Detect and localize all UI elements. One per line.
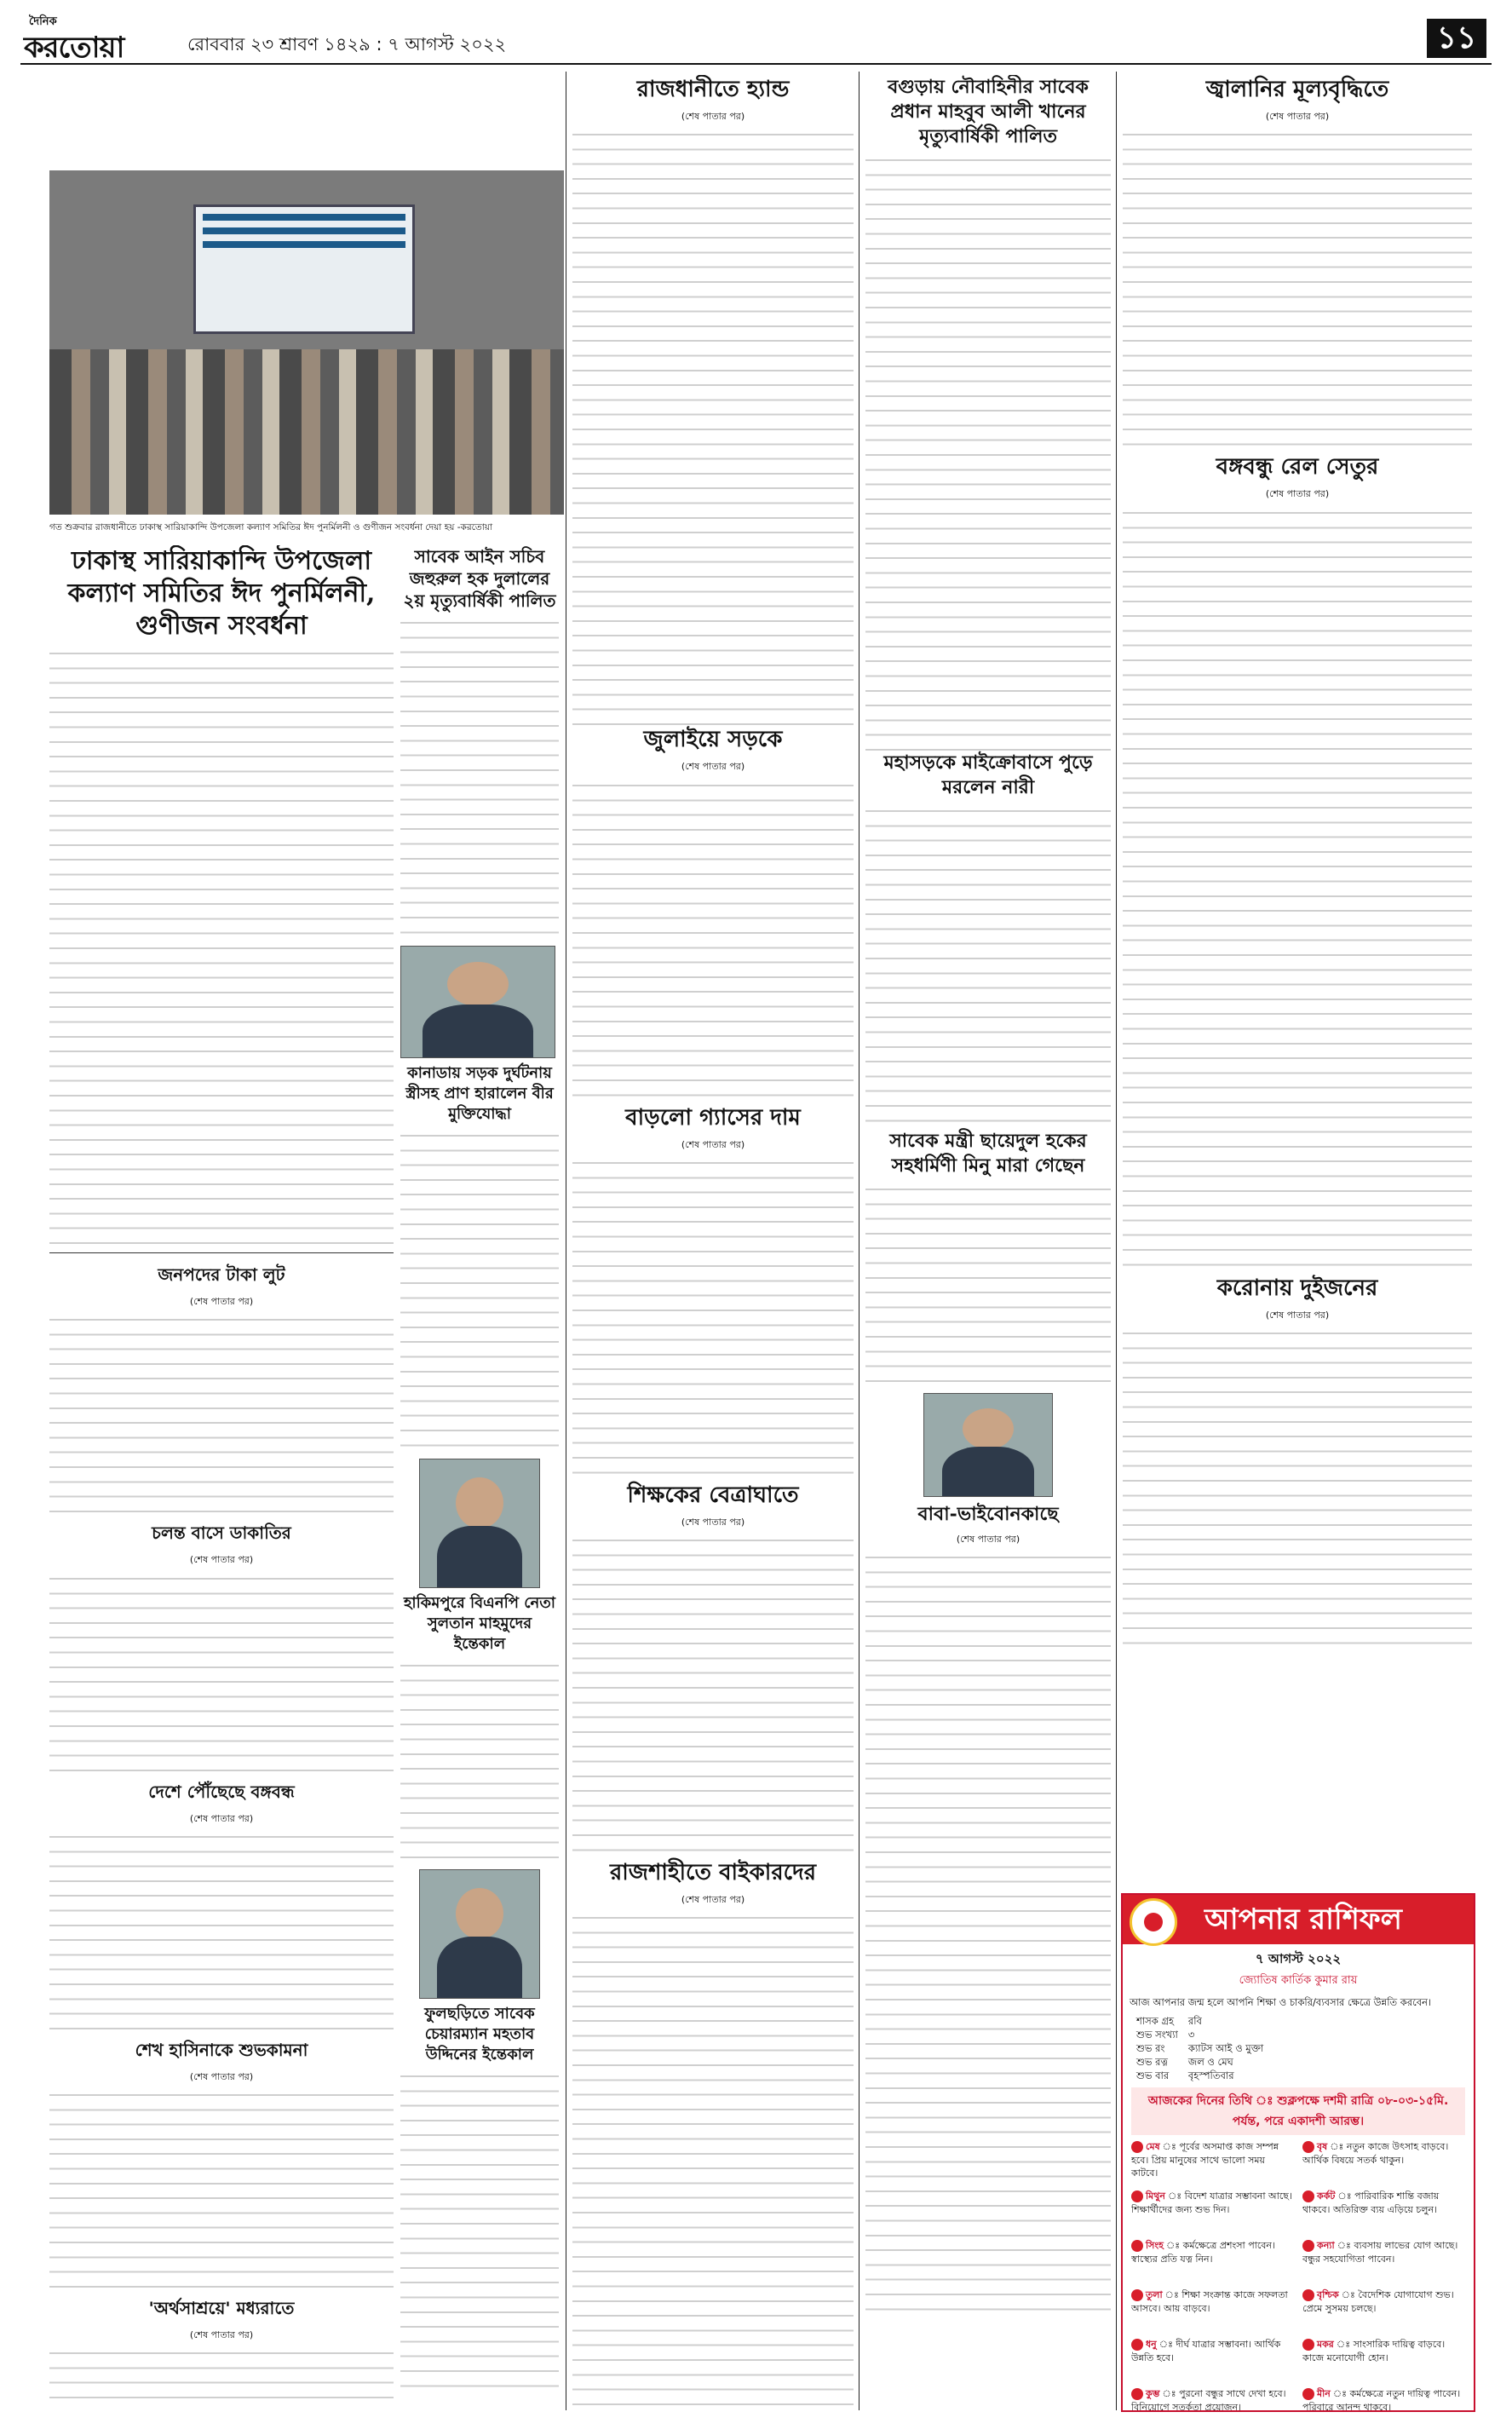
zodiac-item: ধনু ঃ দীর্ঘ যাত্রার সম্ভাবনা। আর্থিক উন্নতি হবে।: [1131, 2339, 1281, 2363]
zodiac-name: বৃশ্চিক: [1317, 2289, 1339, 2300]
lucky-value: ৩: [1187, 2029, 1195, 2041]
zodiac-name: তুলা: [1146, 2289, 1163, 2300]
body-text: [572, 129, 854, 725]
story-headline: রাজশাহীতে বাইকারদের: [609, 1860, 817, 1886]
portrait-photo: [419, 1459, 540, 1588]
story-headline: শেখ হাসিনাকে শুভকামনা: [135, 2039, 308, 2060]
column-rule: [1116, 72, 1117, 2410]
story-headline: জুলাইয়ে সড়কে: [643, 727, 783, 753]
lucky-value: বৃহস্পতিবার: [1187, 2069, 1234, 2081]
tithi-box: আজকের দিনের তিথি ঃ শুক্লপক্ষে দশমী রাত্রি ০৮-০৩-১৫মি. পর্যন্ত, পরে একাদশী আরম্ভ।: [1131, 2087, 1465, 2135]
story-headline: বগুড়ায় নৌবাহিনীর সাবেক প্রধান মাহবুব আলী খানের মৃত্যুবার্ষিকী পালিত: [888, 76, 1089, 147]
zodiac-item: মিথুন ঃ বিদেশ যাত্রার সম্ভাবনা আছে। শিক্ষার্থীদের জন্য শুভ দিন।: [1131, 2190, 1292, 2215]
fourth-column: [865, 75, 1111, 2409]
body-text: [49, 648, 394, 1244]
zodiac-name: কুম্ভ: [1146, 2388, 1160, 2399]
zodiac-item: মেষ ঃ পূর্বের অসমাপ্ত কাজ সম্পন্ন হবে। প্রিয় মানুষের সাথে ভালো সময় কাটবে।: [1131, 2141, 1279, 2179]
lucky-value: ক্যাটস আই ও মুক্তা: [1187, 2042, 1264, 2054]
body-text: [572, 1912, 854, 2409]
zodiac-item: কন্যা ঃ ব্যবসায় লাভের যোগ আছে। বন্ধুর সহযোগিতা পাবেন।: [1302, 2240, 1458, 2265]
body-text: [400, 2070, 559, 2394]
horoscope-banner: [1123, 1895, 1474, 1944]
continuation-note: (শেষ পাতার পর): [1265, 111, 1330, 122]
continuation-note: (শেষ পাতার পর): [681, 1516, 745, 1528]
lead-photo: [49, 170, 564, 515]
story-headline: জনপদের টাকা লুট: [158, 1264, 285, 1285]
story-headline: জ্বালানির মূল্যবৃদ্ধিতে: [1205, 77, 1389, 102]
newspaper-logo: দৈনিক করতোয়া: [24, 15, 124, 65]
zodiac-sign-icon: [1302, 2388, 1314, 2400]
zodiac-sign-icon: [1131, 2190, 1143, 2202]
horoscope-author: জ্যোতিষ কার্তিক কুমার রায়: [1239, 1974, 1358, 1987]
photo-caption: গত শুক্রবার রাজধানীতে ঢাকাস্থ সারিয়াকান্দি উপজেলা কল্যাণ সমিতির ঈদ পুনর্মিলনী ও গুণীজন সংবর্ধনা দেয়া হয় -করতোয়া: [49, 522, 493, 532]
story-headline: বাবা-ভাইবোনকাছে: [917, 1503, 1059, 1525]
zodiac-name: ধনু: [1146, 2339, 1157, 2350]
zodiac-sign-icon: [1302, 2141, 1314, 2153]
couple-photo: [400, 946, 555, 1058]
zodiac-text: পুরনো বন্ধুর সাথে দেখা হবে। বিনিয়োগে সতর্কতা প্রয়োজন।: [1131, 2388, 1286, 2413]
story-headline: মহাসড়কে মাইক্রোবাসে পুড়ে মরলেন নারী: [883, 751, 1093, 798]
zodiac-text: পারিবারিক শান্তি বজায় থাকবে। অতিরিক্ত ব্যয় এড়িয়ে চলুন।: [1302, 2190, 1440, 2215]
lucky-row: [1131, 2041, 1268, 2055]
fifth-column: [1123, 75, 1472, 1888]
projection-screen: [193, 204, 415, 333]
horoscope-title: আপনার রাশিফল: [1204, 1903, 1403, 1937]
body-text: [49, 2347, 394, 2407]
zodiac-text: নতুন কাজে উৎসাহ বাড়বে। আর্থিক বিষয়ে সতর্ক থাকুন।: [1302, 2141, 1449, 2166]
zodiac-item: মীন ঃ কর্মক্ষেত্রে নতুন দায়িত্ব পাবেন। পরিবারে আনন্দ থাকবে।: [1302, 2388, 1461, 2413]
body-text: [49, 1573, 394, 1777]
narrow-column: [400, 545, 559, 2407]
body-text: [572, 1157, 854, 1481]
zodiac-sign-icon: [1302, 2240, 1314, 2252]
horoscope-box: [1121, 1893, 1475, 2412]
body-text: [49, 1314, 394, 1518]
lucky-label: শুভ রত্ন: [1136, 2056, 1168, 2068]
zodiac-name: কর্কট: [1317, 2190, 1336, 2202]
story-headline: 'অর্থসাশ্রয়ে' মধ্যরাতে: [148, 2298, 295, 2319]
story-headline: সাবেক মন্ত্রী ছায়েদুল হকের সহধর্মিণী মিনু মারা গেছেন: [889, 1130, 1087, 1177]
continuation-note: (শেষ পাতার পর): [189, 2070, 254, 2082]
body-text: [400, 1660, 559, 1864]
lucky-row: [1131, 2028, 1268, 2041]
continuation-note: (শেষ পাতার পর): [189, 1812, 254, 1824]
body-text: [400, 617, 559, 941]
zodiac-item: তুলা ঃ শিক্ষা সংক্রান্ত কাজে সফলতা আসবে। আয় বাড়বে।: [1131, 2289, 1288, 2314]
zodiac-sign-icon: [1131, 2339, 1143, 2351]
continuation-note: (শেষ পাতার পর): [681, 761, 745, 773]
continuation-note: (শেষ পাতার পর): [681, 1894, 745, 1906]
zodiac-item: কুম্ভ ঃ পুরনো বন্ধুর সাথে দেখা হবে। বিনিয়োগে সতর্কতা প্রয়োজন।: [1131, 2388, 1286, 2413]
zodiac-sign-icon: [1302, 2190, 1314, 2202]
story-headline: বঙ্গবন্ধু রেল সেতুর: [1216, 454, 1379, 481]
zodiac-sign-icon: [1131, 2240, 1143, 2252]
story-headline: সাবেক আইন সচিব জহুরুল হক দুলালের ২য় মৃত্যুবার্ষিকী পালিত: [403, 546, 556, 611]
zodiac-item: সিংহ ঃ কর্মক্ষেত্রে প্রশংসা পাবেন। স্বাস্থ্যের প্রতি যত্ন নিন।: [1131, 2240, 1275, 2265]
continuation-note: (শেষ পাতার পর): [1265, 488, 1330, 500]
masthead: [20, 12, 1492, 65]
story-headline: হাকিমপুরে বিএনপি নেতা সুলতান মাহমুদের ইন্তেকাল: [403, 1594, 556, 1653]
zodiac-sign-icon: [1302, 2289, 1314, 2301]
zodiac-name: মিথুন: [1146, 2190, 1165, 2202]
issue-date: রোববার ২৩ শ্রাবণ ১৪২৯ : ৭ আগস্ট ২০২২: [187, 34, 507, 55]
lucky-label: শুভ সংখ্যা: [1136, 2029, 1178, 2041]
lucky-row: [1131, 2055, 1268, 2069]
zodiac-item: কর্কট ঃ পারিবারিক শান্তি বজায় থাকবে। অতিরিক্ত ব্যয় এড়িয়ে চলুন।: [1302, 2190, 1440, 2215]
lucky-table: [1131, 2014, 1268, 2082]
left-column: [49, 545, 394, 2407]
zodiac-text: শিক্ষা সংক্রান্ত কাজে সফলতা আসবে। আয় বাড়বে।: [1131, 2289, 1288, 2314]
zodiac-name: সিংহ: [1146, 2240, 1164, 2251]
zodiac-text: কর্মক্ষেত্রে নতুন দায়িত্ব পাবেন। পরিবারে আনন্দ থাকবে।: [1302, 2388, 1461, 2413]
audience: [49, 349, 564, 515]
lucky-label: শুভ বার: [1136, 2069, 1170, 2081]
zodiac-text: ব্যবসায় লাভের যোগ আছে। বন্ধুর সহযোগিতা পাবেন।: [1302, 2240, 1458, 2265]
continuation-note: (শেষ পাতার পর): [189, 1296, 254, 1307]
zodiac-text: দীর্ঘ যাত্রার সম্ভাবনা। আর্থিক উন্নতি হবে।: [1131, 2339, 1281, 2363]
body-text: [1123, 1327, 1472, 1651]
zodiac-text: কর্মক্ষেত্রে প্রশংসা পাবেন। স্বাস্থ্যের প্রতি যত্ন নিন।: [1131, 2240, 1275, 2265]
story-headline: দেশে পৌঁছেছে বঙ্গবন্ধ: [148, 1781, 295, 1802]
body-text: [865, 805, 1111, 1129]
continuation-note: (শেষ পাতার পর): [189, 1554, 254, 1566]
continuation-note: (শেষ পাতার পর): [681, 111, 745, 122]
horoscope-date: ৭ আগস্ট ২০২২: [1255, 1951, 1342, 1966]
zodiac-text: বিদেশ যাত্রার সম্ভাবনা আছে। শিক্ষার্থীদের জন্য শুভ দিন।: [1131, 2190, 1292, 2215]
continuation-note: (শেষ পাতার পর): [681, 1138, 745, 1150]
body-text: [49, 1831, 394, 2035]
body-text: [865, 1183, 1111, 1388]
body-text: [400, 1130, 559, 1454]
lucky-label: শাসক গ্রহ: [1136, 2015, 1175, 2027]
divider: [49, 1252, 394, 1253]
zodiac-name: মীন: [1317, 2388, 1331, 2399]
zodiac-item: বৃশ্চিক ঃ বৈদেশিক যোগাযোগ শুভ। প্রেমে সুসময় চলছে।: [1302, 2289, 1454, 2314]
portrait-photo: [419, 1869, 540, 1999]
story-headline: কানাডায় সড়ক দুর্ঘটনায় স্ত্রীসহ প্রাণ হারালেন বীর মুক্তিযোদ্ধা: [405, 1064, 554, 1123]
zodiac-wheel-icon: [1130, 1898, 1177, 1946]
zodiac-name: কন্যা: [1317, 2240, 1335, 2251]
continuation-note: (শেষ পাতার পর): [956, 1534, 1020, 1545]
story-headline: করোনায় দুইজনের: [1216, 1275, 1378, 1301]
zodiac-text: পূর্বের অসমাপ্ত কাজ সম্পন্ন হবে। প্রিয় মানুষের সাথে ভালো সময় কাটবে।: [1131, 2141, 1279, 2179]
zodiac-text: সাংসারিক দায়িত্ব বাড়বে। কাজে মনোযোগী হোন।: [1302, 2339, 1446, 2363]
lucky-row: [1131, 2069, 1268, 2082]
zodiac-sign-icon: [1131, 2388, 1143, 2400]
zodiac-name: মেষ: [1146, 2141, 1160, 2152]
zodiac-sign-icon: [1131, 2289, 1143, 2301]
lucky-label: শুভ রং: [1136, 2042, 1165, 2054]
horoscope-intro: আজ আপনার জন্ম হলে আপনি শিক্ষা ও চাকরি/ব্যবসার ক্ষেত্রে উন্নতি করবেন।: [1130, 1996, 1432, 2008]
body-text: [572, 1534, 854, 1858]
zodiac-item: বৃষ ঃ নতুন কাজে উৎসাহ বাড়বে। আর্থিক বিষয়ে সতর্ক থাকুন।: [1302, 2141, 1449, 2166]
lucky-value: জল ও মেঘ: [1187, 2056, 1233, 2068]
zodiac-name: মকর: [1317, 2339, 1334, 2350]
zodiac-item: মকর ঃ সাংসারিক দায়িত্ব বাড়বে। কাজে মনোযোগী হোন।: [1302, 2339, 1446, 2363]
continuation-note: (শেষ পাতার পর): [189, 2329, 254, 2341]
third-column: [572, 75, 854, 2409]
continuation-note: (শেষ পাতার পর): [1265, 1309, 1330, 1321]
lucky-row: [1131, 2014, 1268, 2028]
body-text: [572, 780, 854, 1103]
portrait-photo: [923, 1393, 1053, 1497]
body-text: [49, 2089, 394, 2294]
story-headline: ঢাকাস্থ সারিয়াকান্দি উপজেলা কল্যাণ সমিতির ঈদ পুনর্মিলনী, গুণীজন সংবর্ধনা: [67, 546, 376, 641]
zodiac-name: বৃষ: [1317, 2141, 1328, 2152]
page-number: ১১: [1427, 19, 1486, 58]
story-headline: বাড়লো গ্যাসের দাম: [625, 1104, 801, 1131]
body-text: [865, 1551, 1111, 2318]
zodiac-sign-icon: [1131, 2141, 1143, 2153]
zodiac-text: বৈদেশিক যোগাযোগ শুভ। প্রেমে সুসময় চলছে।: [1302, 2289, 1454, 2314]
body-text: [865, 154, 1111, 751]
story-headline: চলন্ত বাসে ডাকাতির: [152, 1523, 291, 1544]
story-headline: রাজধানীতে হ্যান্ড: [636, 77, 790, 102]
story-headline: শিক্ষকের বেত্রাঘাতে: [627, 1482, 799, 1508]
body-text: [1123, 129, 1472, 452]
body-text: [1123, 507, 1472, 1274]
story-headline: ফুলছড়িতে সাবেক চেয়ারম্যান মহতাব উদ্দিনের ইন্তেকাল: [424, 2005, 535, 2064]
zodiac-grid: [1131, 2140, 1465, 2435]
zodiac-sign-icon: [1302, 2339, 1314, 2351]
lucky-value: রবি: [1187, 2015, 1202, 2027]
